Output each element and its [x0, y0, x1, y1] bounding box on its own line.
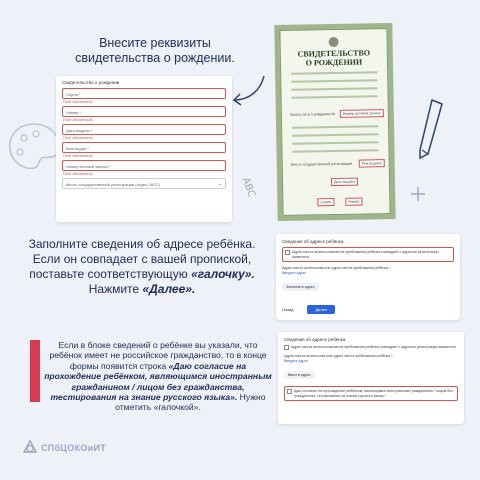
logo-text: СПбЦОКОиИТ — [41, 443, 107, 453]
address-label-2: Адрес места жительства или адрес места пребывания ребёнка * — [284, 354, 393, 358]
issued-by-error: Поле обязательно — [63, 154, 93, 158]
certificate-title: СВИДЕТЕЛЬСТВО О РОЖДЕНИИ — [297, 48, 371, 68]
step1-heading: Внесите реквизиты свидетельства о рождении. — [75, 36, 235, 65]
next-button[interactable]: Далее — [307, 305, 335, 314]
chevron-down-icon: ⌄ — [217, 181, 222, 187]
series-error: Поле обязательно — [63, 100, 93, 104]
logo — [22, 440, 106, 456]
record-label: Запись акта о рождении № — [289, 111, 336, 117]
accent-bar — [30, 340, 40, 402]
same-address-checkbox[interactable] — [285, 250, 290, 255]
plus-doodle-icon — [408, 184, 428, 204]
back-button[interactable]: Назад — [282, 306, 294, 312]
address-link[interactable]: Введите адрес — [282, 271, 307, 275]
date-box: Дата выдачи — [331, 178, 358, 186]
address-link-2[interactable]: Введите адрес — [284, 359, 309, 363]
palette-doodle-icon — [4, 118, 64, 178]
issue-date-field[interactable]: Дата выдачи * — [62, 124, 226, 135]
record-number-field[interactable]: Номер актовой записи * — [62, 160, 226, 171]
series-box: Серия — [317, 198, 334, 206]
same-address-label: Адрес места жительства/места пребывания ребёнка совпадает с адресом регистрации заявителя — [292, 250, 439, 259]
series-field[interactable]: Серия * — [62, 88, 226, 99]
address-card-nav — [276, 298, 460, 320]
logo-knot-icon — [22, 440, 38, 456]
fill-address-button[interactable]: Заполнить адрес — [282, 283, 319, 291]
issued-by-field[interactable]: Кем выдан * — [62, 142, 226, 153]
language-test-consent-row[interactable] — [284, 386, 458, 401]
certificate-illustration — [274, 23, 395, 221]
registration-place-placeholder: Место государственной регистрации (отдел ЗАГС) — [66, 182, 160, 187]
language-test-consent-label: Даю согласие на прохождение ребёнком, являющимся иностранным гражданином / лицом без гражданства, тестирования на знание русского языка * — [294, 389, 453, 398]
number-field[interactable]: Номер * — [62, 106, 226, 117]
enter-address-button[interactable]: Ввести адрес — [284, 371, 315, 379]
address-label: Адрес места жительства или адрес места пребывания ребёнка * — [282, 266, 391, 270]
place-box: Кем выдано — [359, 159, 385, 167]
birth-certificate-form — [56, 76, 232, 222]
same-address-checkbox-row[interactable] — [282, 247, 454, 262]
consent-card — [278, 332, 464, 424]
same-address-label-2: Адрес места жительства/места пребывания ребёнка совпадает с адресом регистрации заявителя — [291, 345, 456, 349]
emblem-icon — [329, 37, 339, 47]
registration-place-select[interactable] — [62, 178, 226, 189]
step3-text: Если в блоке сведений о ребёнке вы указали, что ребёнок имеет не российское гражданство, то в конце формы появится строка «Даю согласие на прохождение ребёнком, являющимся иностранным гражданином / лицом без гражданства, тестирования на знание русского языка». Нужно отметить «галочкой». — [44, 340, 272, 413]
place-label: Место государственной регистрации — [290, 161, 353, 167]
record-box: Номер актовой записи — [340, 109, 384, 118]
abc-doodle: ABC — [239, 175, 257, 200]
consent-card-title: Сведения об адресе ребёнка — [284, 337, 346, 342]
pencil-doodle-icon — [414, 96, 454, 166]
same-address-checkbox-row-2[interactable] — [284, 345, 458, 350]
step2-heading: Заполните сведения об адресе ребёнка. Если он совпадает с вашей пропиской, поставьте соответствующую «галочку». Нажмите «Далее». — [28, 237, 256, 296]
number-error: Поле обязательно — [63, 118, 93, 122]
number-box: Номер — [345, 198, 362, 206]
same-address-checkbox-2[interactable] — [284, 345, 289, 350]
address-card-title: Сведения об адресе ребёнка — [282, 239, 344, 244]
record-number-error: Поле обязательно — [63, 172, 93, 176]
form-title: Свидетельство о рождении — [62, 80, 120, 85]
issue-date-error: Поле обязательно — [63, 136, 93, 140]
language-test-consent-checkbox[interactable] — [287, 389, 292, 394]
